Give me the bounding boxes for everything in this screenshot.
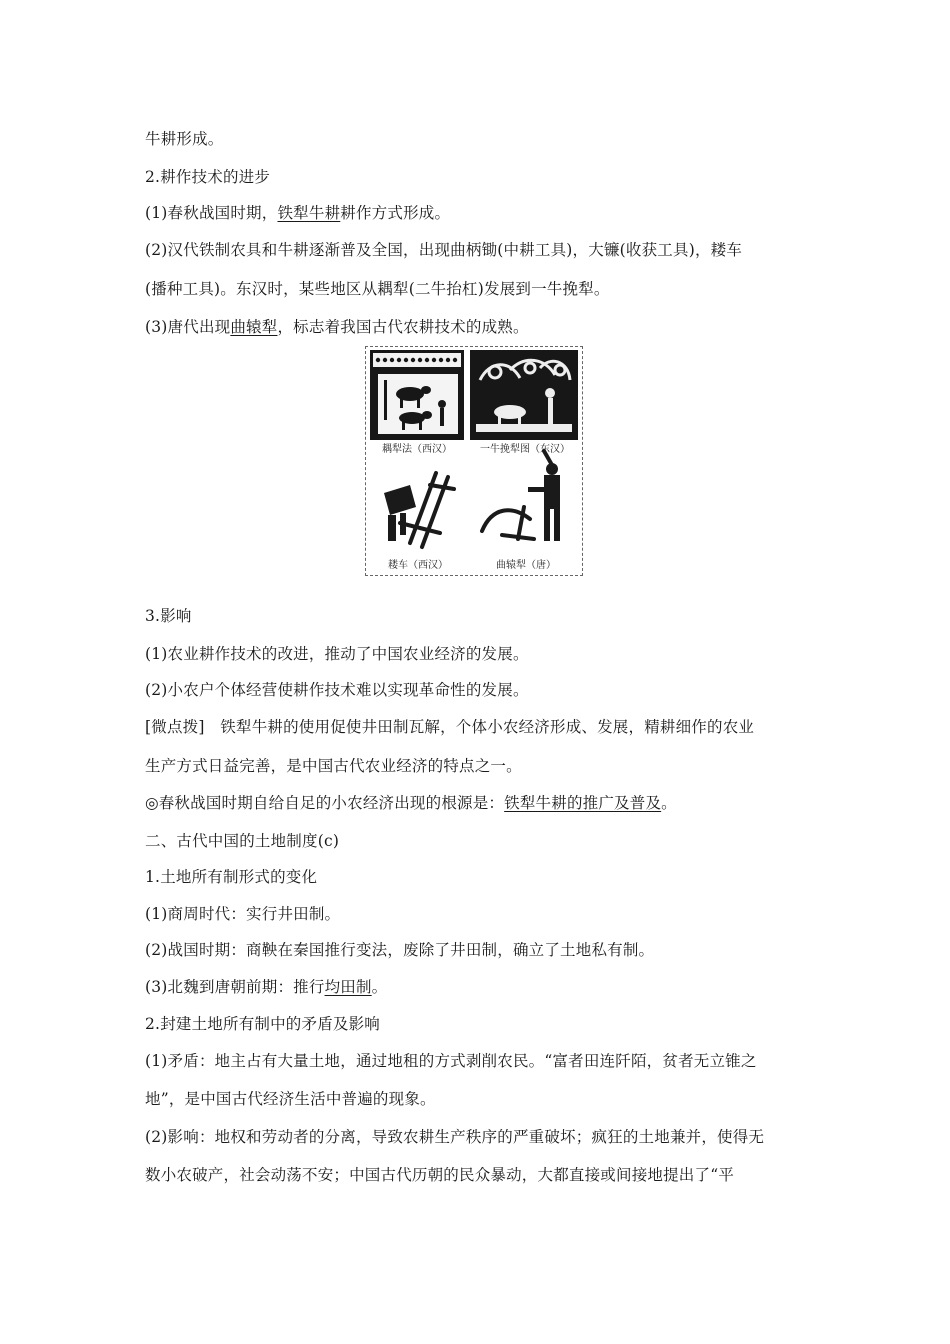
- text-span: [微点拨] 铁犁牛耕的使用促使井田制瓦解，个体小农经济形成、发展，精耕细作的农业: [145, 718, 755, 736]
- text-span: (2)影响：地权和劳动者的分离，导致农耕生产秩序的严重破坏；疯狂的土地兼并，使得无: [145, 1128, 765, 1146]
- text-line: [145, 1050, 810, 1072]
- text-span: (1)农业耕作技术的改进，推动了中国农业经济的发展。: [145, 645, 529, 663]
- text-span: (播种工具)。东汉时，某些地区从耦犁(二牛抬杠)发展到一牛挽犁。: [145, 280, 610, 298]
- text-span: 牛耕形成。: [145, 130, 224, 148]
- text-line: [145, 1126, 810, 1148]
- text-span: ，标志着我国古代农耕技术的成熟。: [277, 318, 529, 336]
- text-span: 耕作方式形成。: [340, 204, 451, 222]
- text-line: [145, 830, 810, 852]
- text-line: [145, 1013, 810, 1035]
- underlined-key-term: 曲辕犁: [230, 318, 278, 336]
- farming-tools-figure: [365, 346, 583, 576]
- text-span: 。: [661, 794, 677, 812]
- text-line: [145, 792, 810, 814]
- text-span: 二、古代中国的土地制度(c): [145, 832, 340, 850]
- text-line: [145, 128, 810, 150]
- text-span: 数小农破产，社会动荡不安；中国古代历朝的民众暴动，大都直接或间接地提出了“平: [145, 1166, 735, 1184]
- text-line: [145, 239, 810, 261]
- text-span: (1)商周时代：实行井田制。: [145, 905, 341, 923]
- text-line: [145, 278, 810, 300]
- text-span: ◎春秋战国时期自给自足的小农经济出现的根源是：: [145, 794, 505, 812]
- text-span: (3)唐代出现: [145, 318, 231, 336]
- text-line: [145, 202, 810, 224]
- text-span: (1)春秋战国时期，: [145, 204, 278, 222]
- curved-plough-image: [472, 447, 580, 553]
- text-span: 地”，是中国古代经济生活中普遍的现象。: [145, 1090, 436, 1108]
- text-line: [145, 866, 810, 888]
- caption-seed-drill: 耧车（西汉）: [388, 560, 448, 571]
- text-line: [145, 1164, 810, 1186]
- one-ox-plough-image: [470, 350, 578, 440]
- text-line: [145, 755, 810, 777]
- text-line: [145, 1088, 810, 1110]
- text-span: 2.封建土地所有制中的矛盾及影响: [145, 1015, 380, 1033]
- text-span: (3)北魏到唐朝前期：推行: [145, 978, 325, 996]
- seed-drill-image: [370, 463, 468, 553]
- caption-ox-plough: 耦犁法（西汉）: [382, 444, 452, 455]
- text-line: [145, 166, 810, 188]
- text-line: [145, 939, 810, 961]
- underlined-key-term: 均田制: [324, 978, 372, 996]
- text-line: [145, 679, 810, 701]
- text-line: [145, 643, 810, 665]
- text-line: [145, 316, 810, 338]
- text-span: 生产方式日益完善，是中国古代农业经济的特点之一。: [145, 757, 522, 775]
- underlined-key-term: 铁犁牛耕的推广及普及: [504, 794, 662, 812]
- underlined-key-term: 铁犁牛耕: [277, 204, 341, 222]
- text-span: (2)小农户个体经营使耕作技术难以实现革命性的发展。: [145, 681, 529, 699]
- text-span: 1.土地所有制形式的变化: [145, 868, 318, 886]
- text-span: 3.影响: [145, 607, 192, 625]
- text-line: [145, 605, 810, 627]
- text-line: [145, 976, 810, 998]
- text-span: 。: [371, 978, 388, 996]
- text-line: [145, 716, 810, 738]
- caption-curved-plough: 曲辕犁（唐）: [496, 560, 556, 571]
- text-span: 2.耕作技术的进步: [145, 168, 271, 186]
- ox-plough-image: [370, 350, 464, 440]
- text-span: (2)汉代铁制农具和牛耕逐渐普及全国，出现曲柄锄(中耕工具)，大镰(收获工具)，耧车: [145, 241, 743, 259]
- text-span: (2)战国时期：商鞅在秦国推行变法，废除了井田制，确立了土地私有制。: [145, 941, 655, 959]
- caption-one-ox-plough: 一牛挽犁图（东汉）: [480, 444, 570, 455]
- text-span: (1)矛盾：地主占有大量土地，通过地租的方式剥削农民。“富者田连阡陌，贫者无立锥之: [145, 1052, 757, 1070]
- text-line: [145, 903, 810, 925]
